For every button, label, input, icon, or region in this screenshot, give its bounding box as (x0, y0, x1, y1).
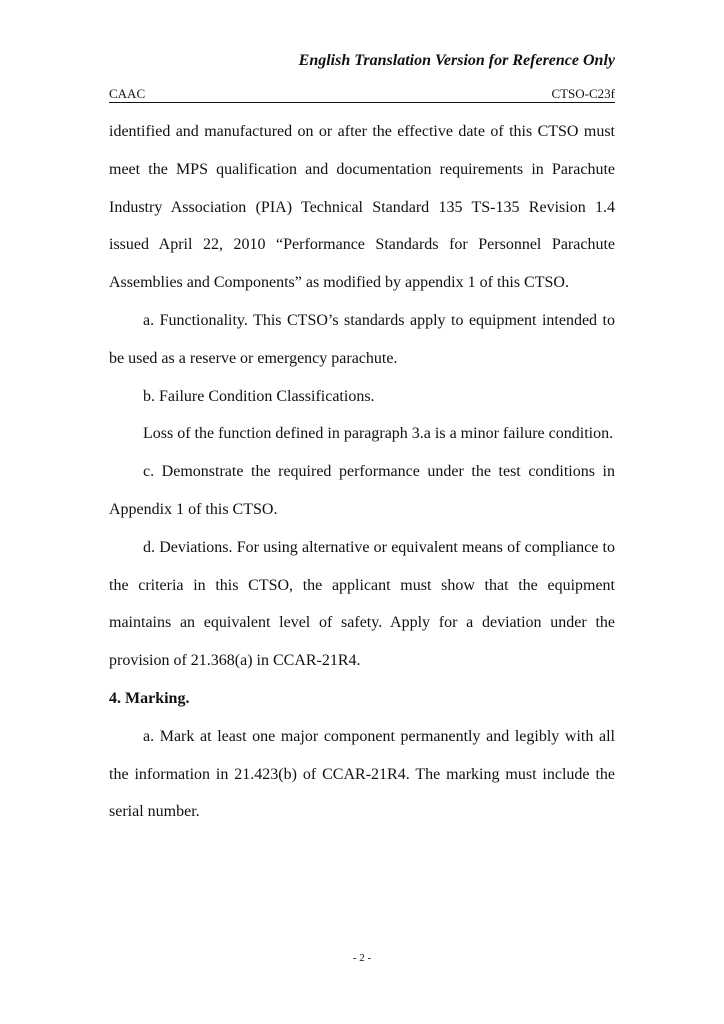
document-body (109, 113, 615, 831)
header-organization: CAAC (109, 86, 146, 101)
page-header (109, 86, 615, 103)
paragraph-failure-classification: b. Failure Condition Classifications. (143, 387, 375, 405)
paragraph-performance: c. Demonstrate the required performance under the test conditions in Appendix 1 of this CTSO. (109, 463, 615, 518)
page-number: - 2 - (352, 952, 372, 964)
paragraph-functionality: a. Functionality. This CTSO’s standards apply to equipment intended to be used as a reserve or emergency parachute. (109, 311, 615, 367)
translation-banner: English Translation Version for Reference Only (298, 52, 615, 69)
paragraph-deviations: d. Deviations. For using alternative or equivalent means of compliance to the criteria in this CTSO, the applicant must show that the equipment maintains an equivalent level of safety. Apply for a deviation under the provision of 21.368(a) in CCAR-21R4. (109, 538, 615, 670)
paragraph-marking: a. Mark at least one major component permanently and legibly with all the information in 21.423(b) of CCAR-21R4. The marking must include the serial number. (109, 727, 615, 821)
paragraph-loss-of-function: Loss of the function defined in paragraph 3.a is a minor failure condition. (143, 425, 614, 443)
section-heading-marking: 4. Marking. (109, 689, 190, 707)
header-document-id: CTSO-C23f (551, 86, 615, 101)
paragraph-continuation: identified and manufactured on or after the effective date of this CTSO must meet the MPS qualification and documentation requirements in Parachute Industry Association (PIA) Technical Standard 135 TS-135 Revision 1.4 issued April 22, 2010 “Performance Standards for Personnel Parachute Assemblies and Components” as modified by appendix 1 of this CTSO. (109, 123, 615, 292)
